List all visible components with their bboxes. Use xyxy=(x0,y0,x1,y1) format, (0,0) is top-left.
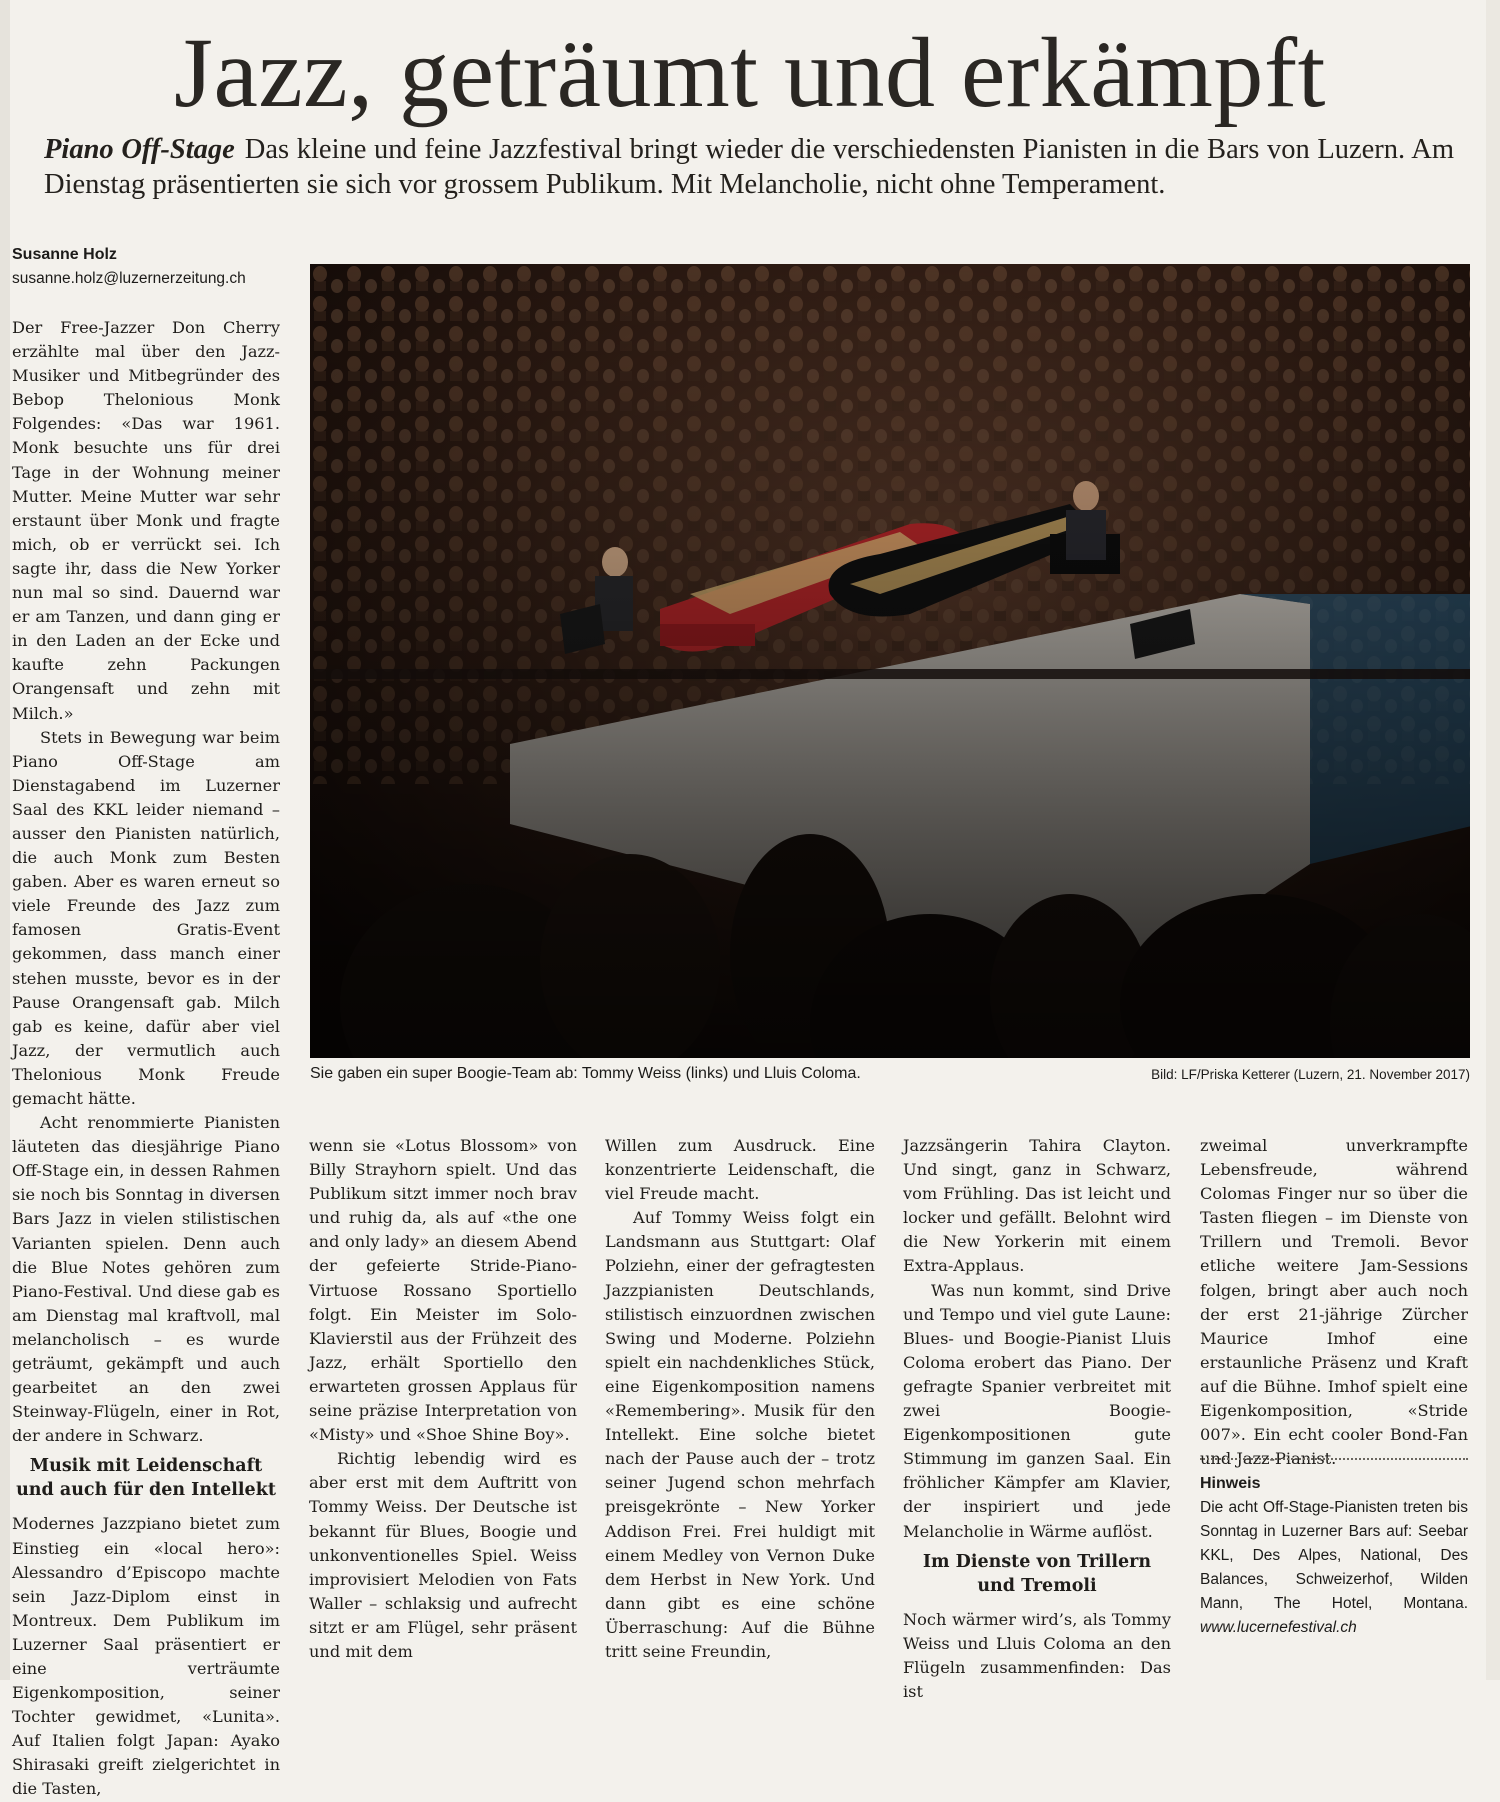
body-paragraph: Willen zum Ausdruck. Eine konzentrierte Leidenschaft, die viel Freude macht. xyxy=(605,1136,875,1204)
article-column-2 xyxy=(309,1134,577,1664)
article-column-4 xyxy=(903,1134,1171,1704)
lead-text: Das kleine und feine Jazzfestival bringt wieder die verschiedensten Pianisten in die Bars von Luzern. Am Dienstag präsentierten sie sich vor grossem Publikum. Mit Melancholie, nicht ohne Temperament. xyxy=(44,134,1454,200)
body-paragraph: Der Free-Jazzer Don Cherry erzählte mal über den Jazz-Musiker und Mitbegründer des Bebop Thelonious Monk Folgendes: «Das war 1961. Monk besuchte uns für drei Tage in der Wohnung meiner Mutter. Meine Mutter war sehr erstaunt über Monk und fragte mich, ob er verrückt sei. Ich sagte ihr, dass die New Yorker nun mal so sind. Dauernd war er am Tanzen, und dann ging er in den Laden an der Ecke und kaufte zehn Packungen Orangensaft und zehn mit Milch.» xyxy=(12,318,280,723)
subheading: Im Dienste von Trillern und Tremoli xyxy=(922,1551,1152,1596)
subheading: Musik mit Leidenschaft und auch für den Intellekt xyxy=(16,1456,276,1501)
page-edge xyxy=(0,0,10,1680)
info-box xyxy=(1200,1472,1468,1640)
article-column-3 xyxy=(605,1134,875,1664)
body-paragraph: zweimal unverkrampfte Lebensfreude, während Colomas Finger nur so über die Tasten fliegen – im Dienste von Trillern und Tremoli. Bevor etliche weitere Jam-Sessions folgen, bringt aber auch noch der erst 21-jährige Zürcher Maurice Imhof eine erstaunliche Präsenz und Kraft auf die Bühne. Imhof spielt eine Eigenkomposition, «Stride 007». Ein echt cooler Bond-Fan und Jazz-Pianist. xyxy=(1200,1136,1468,1469)
author-name: Susanne Holz xyxy=(12,246,117,263)
body-paragraph: Modernes Jazzpiano bietet zum Einstieg ein «local hero»: Alessandro d’Episcopo machte sein Jazz-Diplom einst in Montreux. Dem Publikum im Luzerner Saal präsentiert er eine verträumte Eigenkomposition, seiner Tochter gewidmet, «Lunita». Auf Italien folgt Japan: Ayako Shirasaki greift zielgerichtet in die Tasten, xyxy=(12,1514,280,1799)
author-email[interactable]: susanne.holz@luzernerzeitung.ch xyxy=(12,270,246,287)
lead-kicker: Piano Off-Stage xyxy=(44,134,235,165)
caption-text: Sie gaben ein super Boogie-Team ab: Tommy Weiss (links) und Lluis Coloma. xyxy=(310,1065,861,1082)
body-paragraph: wenn sie «Lotus Blossom» von Billy Strayhorn spielt. Und das Publikum sitzt immer noch brav und ruhig da, als auf «the one and only lady» an diesem Abend der gefeierte Stride-Piano-Virtuose Rossano Sportiello folgt. Ein Meister im Solo-Klavierstil aus der Frühzeit des Jazz, erhält Sportiello den erwarteten grossen Applaus für seine präzise Interpretation von «Misty» und «Shoe Shine Boy». xyxy=(309,1136,577,1445)
article-column-5 xyxy=(1200,1134,1468,1471)
info-box-text: Die acht Off-Stage-Pianisten treten bis Sonntag in Luzerner Bars auf: Seebar KKL, Des Alpes, National, Des Balances, Schweizerhof, Wilden Mann, The Hotel, Montana. xyxy=(1200,1499,1468,1612)
photo-credit: Bild: LF/Priska Ketterer (Luzern, 21. November 2017) xyxy=(1151,1067,1470,1082)
lead-paragraph xyxy=(44,132,1454,202)
info-box-title: Hinweis xyxy=(1200,1475,1261,1492)
body-paragraph: Was nun kommt, sind Drive und Tempo und viel gute Laune: Blues- und Boogie-Pianist Lluis Coloma erobert das Piano. Der gefragte Spanier verbreitet mit zwei Boogie-Eigenkompositionen gute Stimmung im ganzen Saal. Ein fröhlicher Kämpfer am Klavier, der inspiriert und jede Melancholie in Wärme auflöst. xyxy=(903,1280,1171,1541)
article-column-1 xyxy=(12,316,280,1802)
body-paragraph: Noch wärmer wird’s, als Tommy Weiss und Lluis Coloma an den Flügeln zusammenfinden: Das ist xyxy=(903,1609,1171,1701)
concert-photo xyxy=(310,264,1470,1058)
photo-caption xyxy=(310,1064,1470,1084)
body-paragraph: Stets in Bewegung war beim Piano Off-Stage am Dienstagabend im Luzerner Saal des KKL leider niemand – ausser den Pianisten natürlich, die auch Monk zum Besten gaben. Aber es waren erneut so viele Freunde des Jazz zum famosen Gratis-Event gekommen, dass manch einer stehen musste, bevor es in der Pause Orangensaft gab. Milch gab es keine, dafür aber viel Jazz, der vermutlich auch Thelonious Monk Freude gemacht hätte. xyxy=(12,727,280,1108)
festival-link[interactable]: www.lucernefestival.ch xyxy=(1200,1619,1357,1636)
body-paragraph: Acht renommierte Pianisten läuteten das diesjährige Piano Off-Stage ein, in dessen Rahmen sie noch bis Sonntag in diversen Bars Jazz in vielen stilistischen Varianten spielen. Denn auch die Blue Notes gehören zum Piano-Festival. Und diese gab es am Dienstag mal kraftvoll, mal melancholisch – es wurde geträumt, gekämpft und auch gearbeitet an den zwei Steinway-Flügeln, einer in Rot, der andere in Schwarz. xyxy=(12,1113,280,1446)
body-paragraph: Auf Tommy Weiss folgt ein Landsmann aus Stuttgart: Olaf Polziehn, einer der gefragtesten Jazzpianisten Deutschlands, stilistisch einzuordnen zwischen Swing und Moderne. Polziehn spielt ein nachdenkliches Stück, eine Eigenkomposition namens «Remembering». Musik für den Intellekt. Eine solche bietet nach der Pause auch der – trotz seiner Jugend schon mehrfach preisgekrönte – New Yorker Addison Frei. Frei huldigt mit einem Medley von Vernon Duke dem Herbst in New York. Und dann gibt es eine schöne Überraschung: Auf die Bühne tritt seine Freundin, xyxy=(605,1208,875,1661)
concert-photo-image xyxy=(310,264,1470,1058)
headline: Jazz, geträumt und erkämpft xyxy=(174,17,1326,128)
body-paragraph: Richtig lebendig wird es aber erst mit dem Auftritt von Tommy Weiss. Der Deutsche ist bekannt für Blues, Boogie und unkonventionelles Spiel. Weiss improvisiert Melodien von Fats Waller – schlaksig und aufrecht sitzt er am Flügel, sehr präsent und mit dem xyxy=(309,1449,577,1661)
body-paragraph: Jazzsängerin Tahira Clayton. Und singt, ganz in Schwarz, vom Frühling. Das ist leicht und locker und gefällt. Belohnt wird die New Yorkerin mit einem Extra-Applaus. xyxy=(903,1136,1171,1276)
note-divider xyxy=(1200,1458,1468,1460)
page-edge xyxy=(1486,0,1500,1680)
